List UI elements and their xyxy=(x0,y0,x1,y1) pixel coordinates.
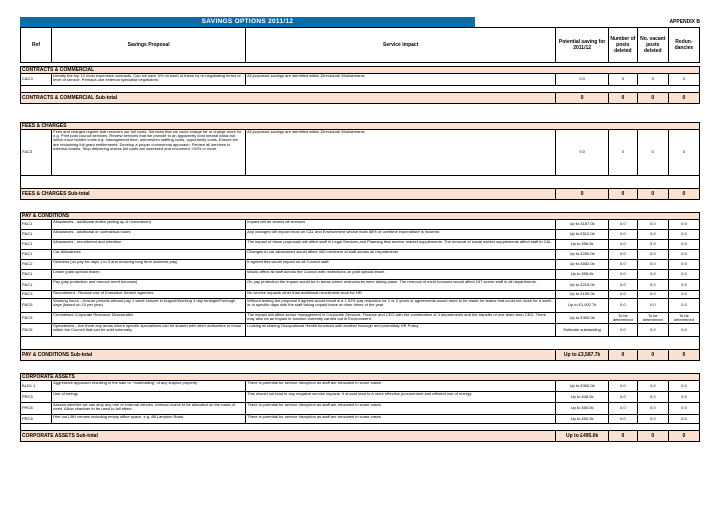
row-redundancies: 0.0 xyxy=(668,381,699,392)
table-row xyxy=(21,381,700,392)
row-proposal: Recruitment - Reduce use of Executive Search agencies xyxy=(52,291,246,299)
spacer-row xyxy=(21,424,700,431)
subtotal-posts: 0 xyxy=(608,93,637,104)
row-redundancies: 0.0 xyxy=(668,324,699,337)
table-row xyxy=(21,280,700,291)
table-row xyxy=(21,270,700,280)
row-ref: P&C1 xyxy=(21,270,52,280)
subtotal-posts: 0 xyxy=(608,350,637,361)
col-impact: Service Impact xyxy=(246,28,556,63)
row-posts: 0.0 xyxy=(608,381,637,392)
subtotal-label: PAY & CONDITIONS Sub-total xyxy=(21,350,556,361)
row-ref: P&C5 xyxy=(21,313,52,324)
row-ref: P&C6 xyxy=(21,299,52,313)
table-row xyxy=(21,415,700,424)
table-row xyxy=(21,260,700,270)
page-title: SAVINGS OPTIONS 2011/12 xyxy=(20,17,475,27)
row-proposal: Car Allowances xyxy=(52,250,246,260)
savings-sheet xyxy=(20,17,700,442)
row-saving: Up to £150.0k xyxy=(556,291,609,299)
row-proposal: Leave (paid special leave) xyxy=(52,270,246,280)
spacer xyxy=(21,176,700,189)
subtotal-saving: Up to £495.0k xyxy=(556,431,609,442)
row-redundancies: 0.0 xyxy=(668,392,699,403)
row-proposal: Aggressive approach resulting in the sale or "mothballing" of any surplus property xyxy=(52,381,246,392)
subtotal-redundancies: 0 xyxy=(668,189,699,200)
table-row xyxy=(21,220,700,230)
row-proposal: Identify the top 10 most expensive contracts. Can we save 5% on each of these by re-negotiating terms or level of service. Perhaps use external specialist negotiators. xyxy=(52,74,246,86)
spacer-row xyxy=(21,104,700,123)
row-impact: Would affect all staff across the Council with restrictions on paid special leave. xyxy=(246,270,556,280)
row-saving: Up to £512.0k xyxy=(556,230,609,240)
row-vacant: 0.0 xyxy=(637,415,668,424)
row-impact: There is potential for service disruption as staff are relocated in some cases. xyxy=(246,415,556,424)
row-posts: 0.0 xyxy=(608,324,637,337)
spacer xyxy=(21,104,700,123)
row-vacant: To be determined xyxy=(637,313,668,324)
row-vacant: 0.0 xyxy=(637,230,668,240)
row-redundancies: 0.0 xyxy=(668,260,699,270)
savings-table xyxy=(20,27,700,442)
row-vacant: 0.0 xyxy=(637,250,668,260)
row-redundancies: 0 xyxy=(668,130,699,176)
section-header-row xyxy=(21,213,700,220)
row-saving: Up to £45.0k xyxy=(556,392,609,403)
table-body xyxy=(21,63,700,442)
title-bar xyxy=(20,17,700,27)
row-saving: Up to £1,002.7k xyxy=(556,299,609,313)
row-posts: 0 xyxy=(608,74,637,86)
row-proposal: Fees and charges regime that recovers our full costs. Services that we could charge for or charge more for e.g. Print paid council services. Review services that we provide to an apparently cost neutral basis but which incur hidden costs e.g. management time, unforeseen staffing costs, opportunity costs. Ensure we are reclaiming full grant entitlements. Develop a proper commercial approach. Review all services to external bodies. Stop delivering unless full costs are assessed and recovered +20% or more. xyxy=(52,130,246,176)
row-impact: There is potential for service disruption as staff are relocated in some cases. xyxy=(246,403,556,415)
subtotal-label: CORPORATE ASSETS Sub-total xyxy=(21,431,556,442)
row-vacant: 0.0 xyxy=(637,240,668,250)
table-row xyxy=(21,313,700,324)
row-impact: Any changes will impact most on C&L and Environment whose main 68% of overtime expenditure is incurred xyxy=(246,230,556,240)
col-vacant: No. vacant posts deleted xyxy=(637,28,668,63)
row-posts: 0.0 xyxy=(608,250,637,260)
row-impact: Looking at sharing Occupational Health functions with another borough and potentially HR Policy xyxy=(246,324,556,337)
table-row xyxy=(21,299,700,313)
row-impact: This should not lead to any negative service impacts. It should lead to a more effective procurement and efficient use of energy. xyxy=(246,392,556,403)
row-impact: If agreed this would impact on all Council staff. xyxy=(246,260,556,270)
row-vacant: 0.0 xyxy=(637,270,668,280)
table-row xyxy=(21,74,700,86)
row-posts: 0.0 xyxy=(608,230,637,240)
table-row xyxy=(21,403,700,415)
table-row xyxy=(21,250,700,260)
spacer-row xyxy=(21,337,700,350)
row-ref: PRC6 xyxy=(21,403,52,415)
subtotal-saving: 0 xyxy=(556,189,609,200)
row-proposal: Working hours - closure periods without pay 1 week closure in August/Working 4 day fortnight/Furlough days (based on 10 per year) xyxy=(52,299,246,313)
section-header-row xyxy=(21,123,700,130)
subtotal-saving: Up to £3,587.7k xyxy=(556,350,609,361)
row-ref: P&C1 xyxy=(21,230,52,240)
row-posts: 0.0 xyxy=(608,403,637,415)
row-ref: P&C1 xyxy=(21,240,52,250)
row-saving: Up to £215.0k xyxy=(556,280,609,291)
row-saving: 0.0 xyxy=(556,74,609,86)
subtotal-saving: 0 xyxy=(556,93,609,104)
row-saving: Up to £400.0k xyxy=(556,313,609,324)
row-saving: Up to £50.0k xyxy=(556,403,609,415)
subtotal-vacant: 0 xyxy=(637,93,668,104)
subtotal-posts: 0 xyxy=(608,431,637,442)
row-vacant: 0 xyxy=(637,74,668,86)
table-row xyxy=(21,240,700,250)
row-redundancies: 0.0 xyxy=(668,230,699,240)
subtotal-posts: 0 xyxy=(608,189,637,200)
section-title: CORPORATE ASSETS xyxy=(21,374,700,381)
spacer-row xyxy=(21,361,700,374)
row-proposal: Allowances - additional duties (acting up & honorarium) xyxy=(52,220,246,230)
row-impact: All proposed savings are identified within Directorate Workstreams xyxy=(246,130,556,176)
row-impact: Impact will be across all services xyxy=(246,220,556,230)
row-ref: BLD1 1 xyxy=(21,381,52,392)
row-ref: PRC6 xyxy=(21,415,52,424)
row-ref: P&C2 xyxy=(21,260,52,270)
row-posts: 0.0 xyxy=(608,240,637,250)
row-impact: The impact of these proposals will affect staff in Legal Services and Planning that receive market supplements. The removal of social worker supplements affect staff in C&L xyxy=(246,240,556,250)
section-title: PAY & CONDITIONS xyxy=(21,213,700,220)
row-saving: Up to £50.0k xyxy=(556,415,609,424)
row-impact: All proposed savings are identified within Directorate Workstreams xyxy=(246,74,556,86)
subtotal-row xyxy=(21,93,700,104)
row-vacant: 0.0 xyxy=(637,324,668,337)
subtotal-row xyxy=(21,350,700,361)
col-posts: Number of posts deleted xyxy=(608,28,637,63)
row-posts: 0.0 xyxy=(608,260,637,270)
row-proposal: Assess whether we can stop any hire of external venues. Internal rooms to be allocated on the basis of need. Allow chamber to be used to full effect. xyxy=(52,403,246,415)
row-redundancies: 0.0 xyxy=(668,291,699,299)
row-redundancies: 0.0 xyxy=(668,299,699,313)
subtotal-redundancies: 0 xyxy=(668,93,699,104)
row-vacant: 0.0 xyxy=(637,299,668,313)
section-title: CONTRACTS & COMMERCIAL xyxy=(21,67,700,74)
row-redundancies: 0.0 xyxy=(668,240,699,250)
section-header-row xyxy=(21,67,700,74)
subtotal-vacant: 0 xyxy=(637,350,668,361)
row-saving: Up to £250.0k xyxy=(556,250,609,260)
table-row xyxy=(21,324,700,337)
row-posts: 0.0 xyxy=(608,415,637,424)
col-saving: Potential saving for 2011/12 xyxy=(556,28,609,63)
row-posts: To be determined xyxy=(608,313,637,324)
subtotal-row xyxy=(21,189,700,200)
spacer xyxy=(21,200,700,213)
row-ref: F&C3 xyxy=(21,130,52,176)
row-vacant: 0.0 xyxy=(637,291,668,299)
row-redundancies: 0.0 xyxy=(668,403,699,415)
row-ref: P&C1 xyxy=(21,220,52,230)
row-posts: 0 xyxy=(608,130,637,176)
row-vacant: 0.0 xyxy=(637,220,668,230)
subtotal-vacant: 0 xyxy=(637,431,668,442)
row-redundancies: 0.0 xyxy=(668,250,699,260)
row-proposal: Specialisms - Are there any areas where specific specialisms can be shared with other authorities or those within the Council that can be sold externally xyxy=(52,324,246,337)
row-posts: 0.0 xyxy=(608,291,637,299)
header-row xyxy=(21,28,700,63)
row-posts: 0.0 xyxy=(608,392,637,403)
col-redundancies: Redun-dancies xyxy=(668,28,699,63)
section-header-row xyxy=(21,374,700,381)
spacer-row xyxy=(21,200,700,213)
spacer-row xyxy=(21,176,700,189)
row-ref: PRC5 xyxy=(21,392,52,403)
col-proposal: Savings Proposal xyxy=(52,28,246,63)
row-saving: Up to £56.0k xyxy=(556,240,609,250)
row-posts: 0.0 xyxy=(608,280,637,291)
row-proposal: Sickness (no pay for days 1 to 3 and reducing long term sickness pay) xyxy=(52,260,246,270)
spacer-row xyxy=(21,86,700,93)
table-row xyxy=(21,230,700,240)
row-redundancies: To be determined xyxy=(668,313,699,324)
row-vacant: 0.0 xyxy=(637,260,668,270)
row-redundancies: 0.0 xyxy=(668,220,699,230)
row-ref: P&C1 xyxy=(21,250,52,260)
row-vacant: 0.0 xyxy=(637,392,668,403)
row-saving: Up to £187.0k xyxy=(556,220,609,230)
subtotal-row xyxy=(21,431,700,442)
row-impact: On pay protection the impact would be in areas where restructures were taking place. The removal of merit bonuses would affect 167 senior staff in all departments. xyxy=(246,280,556,291)
row-impact: The impact will affect senior management in Corporate Services, Finance and CEO with the combination of 4 departments and the transfer of one team form CEO. There may also be an impact in function currently carried out in Environment. xyxy=(246,313,556,324)
row-redundancies: 0.0 xyxy=(668,415,699,424)
table-row xyxy=(21,392,700,403)
spacer xyxy=(21,361,700,374)
row-ref: P&C6 xyxy=(21,324,52,337)
table-row xyxy=(21,130,700,176)
row-vacant: 0.0 xyxy=(637,403,668,415)
table-row xyxy=(21,291,700,299)
col-ref: Ref xyxy=(21,28,52,63)
row-vacant: 0.0 xyxy=(637,381,668,392)
spacer xyxy=(21,337,700,350)
subtotal-redundancies: 0 xyxy=(668,350,699,361)
row-proposal: Pay (pay protection and remove merit bonuses) xyxy=(52,280,246,291)
row-vacant: 0.0 xyxy=(637,280,668,291)
row-impact: There is potential for service disruption as staff are relocated in some cases. xyxy=(246,381,556,392)
row-redundancies: 0 xyxy=(668,74,699,86)
appendix-label: APPENDIX B xyxy=(669,19,700,25)
row-proposal: Allowances - additional or contractual hours xyxy=(52,230,246,240)
row-impact: Without testing the proposal it agreed would result in a 1.92% pay reduction for 1 or 2 years or agreements would need to be made for teams that could not close for a week or in specific days with the staff taking unpaid leave at other times of the year xyxy=(246,299,556,313)
row-saving: Up to £552.0k xyxy=(556,260,609,270)
subtotal-vacant: 0 xyxy=(637,189,668,200)
row-posts: 0.0 xyxy=(608,299,637,313)
subtotal-redundancies: 0 xyxy=(668,431,699,442)
row-posts: 0.0 xyxy=(608,220,637,230)
row-saving: 0.0 xyxy=(556,130,609,176)
row-saving: Estimate outstanding xyxy=(556,324,609,337)
row-redundancies: 0.0 xyxy=(668,280,699,291)
row-vacant: 0 xyxy=(637,130,668,176)
subtotal-label: FEES & CHARGES Sub-total xyxy=(21,189,556,200)
section-title: FEES & CHARGES xyxy=(21,123,700,130)
row-ref: P&C1 xyxy=(21,280,52,291)
row-proposal: Use of energy xyxy=(52,392,246,403)
row-proposal: Hire out LBH venues including empty office space, e.g. 88 Lampton Road xyxy=(52,415,246,424)
row-impact: No service impacts other than additional recruitment work for HR. xyxy=(246,291,556,299)
row-saving: Up to £55.0k xyxy=(556,270,609,280)
spacer xyxy=(21,86,700,93)
row-proposal: Allowances - recruitment and retention xyxy=(52,240,246,250)
subtotal-label: CONTRACTS & COMMERCIAL Sub-total xyxy=(21,93,556,104)
row-posts: 0.0 xyxy=(608,270,637,280)
row-ref: C&C3 xyxy=(21,74,52,86)
spacer xyxy=(21,424,700,431)
row-redundancies: 0.0 xyxy=(668,270,699,280)
row-saving: Up to £350.0k xyxy=(556,381,609,392)
row-proposal: Centralised Corporate Resource Directorates xyxy=(52,313,246,324)
row-impact: Changes to car allowances would affect 400 members of staff across all Departments xyxy=(246,250,556,260)
row-ref: P&C3 xyxy=(21,291,52,299)
